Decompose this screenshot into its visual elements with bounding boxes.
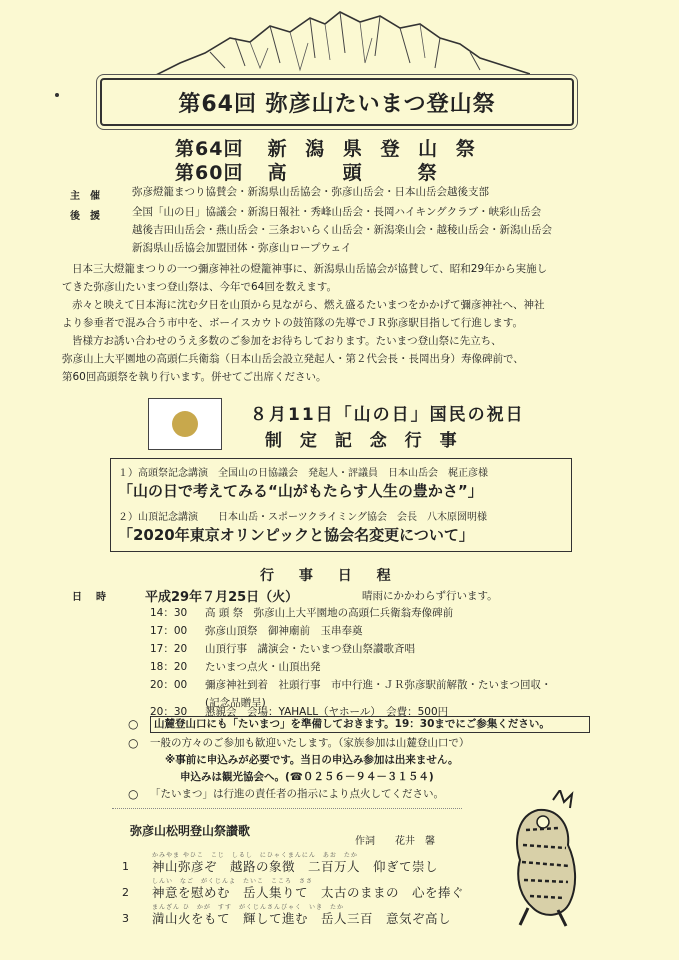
support-line: 全国「山の日」協議会・新潟日報社・秀峰山岳会・長岡ハイキングクラブ・峡彩山岳会 xyxy=(132,206,542,218)
event-desc: 彌彦神社到着 社頭行事 市中行進・ＪＲ弥彦駅前解散・たいまつ回収・ xyxy=(205,679,552,691)
intro-text: 皆様方お誘い合わせのうえ多数のご参加をお待ちしております。たいまつ登山祭に先立ち、 xyxy=(72,335,502,347)
notice-highlight: 山麓登山口にも「たいまつ」を準備しておきます。19：30までにご参集ください。 xyxy=(150,716,590,733)
notice-general: 一般の方々のご参加も歓迎いたします。（家族参加は山麓登山口で） xyxy=(150,737,470,749)
japan-flag-icon xyxy=(148,398,222,450)
intro-text: 第60回高頭祭を執り行います。併せてご出席ください。 xyxy=(62,371,327,383)
subtitle-text: 新 潟 県 登 山 祭 xyxy=(267,138,481,160)
event-desc: 弥彦山頂祭 御神廟前 玉串奉奠 xyxy=(205,625,363,637)
event-time: 20：00 xyxy=(150,679,188,691)
event-desc: たいまつ点火・山頂出発 xyxy=(205,661,321,673)
song-author: 作詞 花井 馨 xyxy=(355,836,435,847)
intro-text: てきた弥彦山たいまつ登山祭は、今年で64回を数えます。 xyxy=(62,281,338,293)
lecture-2-title: 「2020年東京オリンピックと協会名変更について」 xyxy=(118,526,474,544)
event-time: 17：00 xyxy=(150,625,188,637)
song-ruby: まんざん ひ かが すす がくじんさんびゃく いき たか xyxy=(152,904,344,911)
circle-bullet: ○ xyxy=(128,736,139,750)
support-label: 後 援 xyxy=(70,211,100,222)
date-label: 日時 xyxy=(72,592,120,603)
event-time: 18：20 xyxy=(150,661,188,673)
schedule-heading: 行 事 日 程 xyxy=(260,568,401,584)
date-note: 晴雨にかかわらず行います。 xyxy=(362,590,498,602)
song-ruby: しんい なご がくじんよ たいこ こころ ささ xyxy=(152,878,314,885)
circle-bullet: ○ xyxy=(128,787,139,801)
event-time: 17：20 xyxy=(150,643,188,655)
intro-text: 赤々と映えて日本海に沈む夕日を山頂から見ながら、燃え盛るたいまつをかかげて彌彦神社へ、神社 xyxy=(72,299,545,311)
torch-figure-illustration xyxy=(498,790,588,930)
song-ruby: かみやま やひこ こじ しるし にひゃくまんにん あお たか xyxy=(152,852,358,859)
flag-sun xyxy=(172,411,198,437)
intro-text: 日本三大燈籠まつりの一つ彌彦神社の燈籠神事に、新潟県山岳協会が協賛して、昭和29年から実施し xyxy=(72,263,548,275)
subtitle-number: 第64回 xyxy=(175,138,244,160)
notice-apply: ※事前に申込みが必要です。当日の申込み参加は出来ません。 xyxy=(165,754,459,766)
organizer-text: 弥彦燈籠まつり協賛会・新潟県山岳協会・弥彦山岳会・日本山岳会越後支部 xyxy=(132,186,489,198)
lecture-2-info: ２）山頂記念講演 日本山岳・スポーツクライミング協会 会長 八木原圀明様 xyxy=(118,512,487,523)
song-title: 弥彦山松明登山祭讃歌 xyxy=(130,824,251,838)
song-verse-number: 3 xyxy=(122,912,129,925)
subtitle-text: 高 頭 祭 xyxy=(267,162,443,184)
event-time: 14：30 xyxy=(150,607,188,619)
subtitle-festival xyxy=(175,134,481,161)
event-desc: (記念品贈呈) xyxy=(205,697,266,709)
notice-contact: 申込みは観光協会へ。(☎０２５６－９４－３１５４) xyxy=(180,771,434,783)
bullet-dot xyxy=(55,93,59,97)
song-verse: 神山弥彦ぞ 越路の象徴 二百万人 仰ぎて崇し xyxy=(152,859,439,874)
circle-bullet: ○ xyxy=(128,717,139,731)
intro-text: 弥彦山上大平園地の高頭仁兵衛翁（日本山岳会設立発起人・第２代会長・長岡出身）寿像碑前で、 xyxy=(62,353,524,365)
event-desc: 高 頭 祭 弥彦山上大平園地の高頭仁兵衛翁寿像碑前 xyxy=(205,607,454,619)
intro-text: より参垂者で混み合う市中を、ボーイスカウトの鼓笛隊の先導でＪＲ弥彦駅目指して行進します。 xyxy=(62,317,524,329)
page-title: 第64回 弥彦山たいまつ登山祭 xyxy=(100,78,574,126)
event-desc: 懇親会 会場：YAHALL（ヤホール） 会費：500円 xyxy=(205,706,449,718)
song-verse-number: 2 xyxy=(122,886,129,899)
notice-torch: 「たいまつ」は行進の責任者の指示により点火してください。 xyxy=(150,788,444,800)
lecture-1-info: １）高頭祭記念講演 全国山の日協議会 発起人・評議員 日本山岳会 梶正彦様 xyxy=(118,468,488,479)
event-date: 平成29年７月25日（火） xyxy=(145,590,299,605)
mountain-day-headline: ８月11日「山の日」国民の祝日 xyxy=(250,405,525,425)
song-verse-number: 1 xyxy=(122,860,129,873)
mountain-day-subhead: 制 定 記 念 行 事 xyxy=(265,431,463,451)
support-line: 新潟県山岳協会加盟団体・弥彦山ロープウェイ xyxy=(132,242,352,254)
song-verse: 満山火をもて 輝して進む 岳人三百 意気ぞ高し xyxy=(152,911,452,926)
song-verse: 神意を慰めむ 岳人集りて 太古のままの 心を捧ぐ xyxy=(152,885,465,900)
support-line: 越後吉田山岳会・燕山岳会・三条おいらく山岳会・新潟楽山会・越稜山岳会・新潟山岳会 xyxy=(132,224,552,236)
subtitle-takato xyxy=(175,158,443,185)
organizer-label: 主 催 xyxy=(70,191,100,202)
event-desc: 山頂行事 講演会・たいまつ登山祭讃歌斉唱 xyxy=(205,643,415,655)
event-time: 20：30 xyxy=(150,706,188,718)
subtitle-number: 第60回 xyxy=(175,162,244,184)
lecture-1-title: 「山の日で考えてみる“山がもたらす人生の豊かさ”」 xyxy=(118,482,483,500)
